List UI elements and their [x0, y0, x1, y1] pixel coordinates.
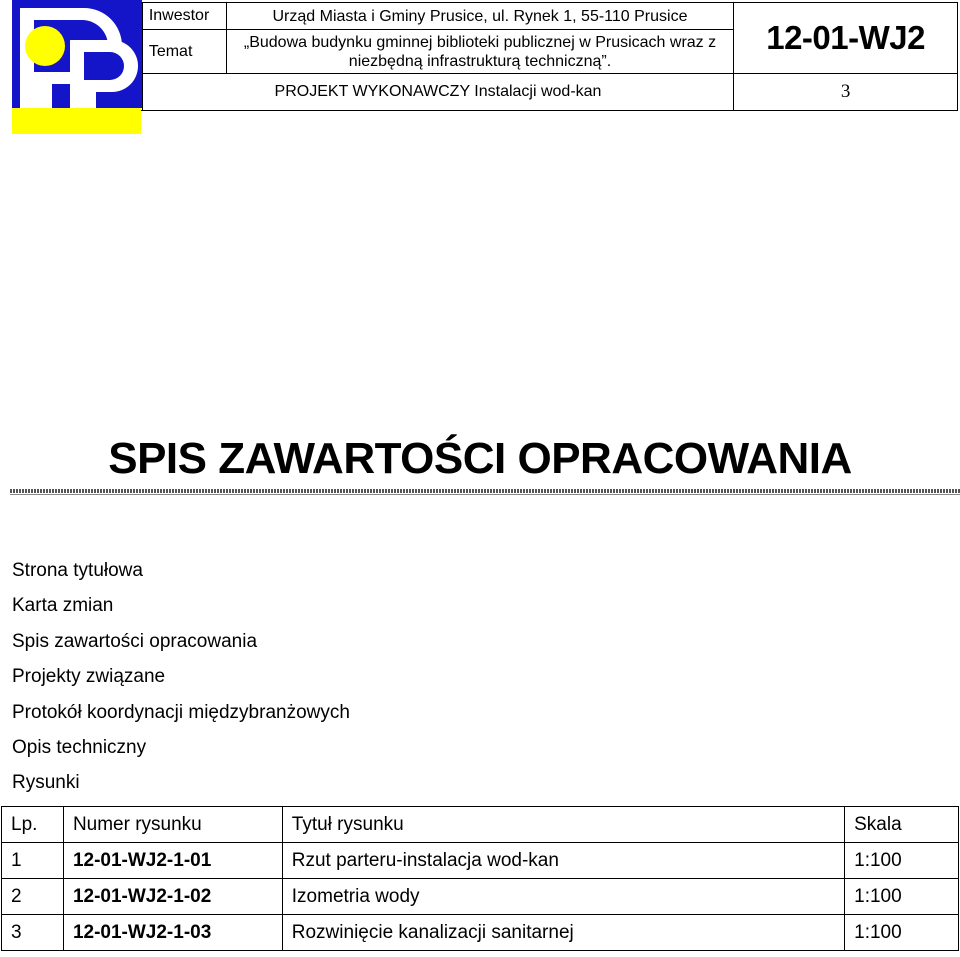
drawing-scale: 1:100 [845, 915, 959, 951]
drawing-title: Rzut parteru-instalacja wod-kan [282, 843, 844, 879]
list-item: Opis techniczny [12, 736, 147, 758]
drawing-number: 12-01-WJ2-1-02 [63, 879, 282, 915]
column-header: Numer rysunku [63, 807, 282, 843]
list-item: Projekty związane [12, 666, 166, 688]
table-row [2, 879, 959, 915]
title-block [12, 2, 958, 111]
list-item: Rysunki [12, 772, 80, 794]
drawing-title: Rozwinięcie kanalizacji sanitarnej [282, 915, 844, 951]
subject-value: „Budowa budynku gminnej biblioteki publicznej w Prusicach wraz z niezbędną infrastrukturą techniczną”. [226, 30, 733, 74]
list-item: Spis zawartości opracowania [12, 630, 258, 652]
title-underline [10, 489, 960, 493]
column-header: Tytuł rysunku [282, 807, 844, 843]
investor-value: Urząd Miasta i Gminy Prusice, ul. Rynek 1, 55-110 Prusice [226, 3, 733, 30]
drawing-scale: 1:100 [845, 879, 959, 915]
subject-label: Temat [142, 30, 226, 74]
drawing-title: Izometria wody [282, 879, 844, 915]
table-row [2, 843, 959, 879]
list-item: Protokół koordynacji międzybranżowych [12, 701, 350, 723]
drawing-scale: 1:100 [845, 843, 959, 879]
row-index: 2 [2, 879, 64, 915]
table-header-row [2, 807, 959, 843]
company-logo-icon [12, 0, 142, 134]
column-header: Lp. [2, 807, 64, 843]
table-row [2, 915, 959, 951]
contents-list [12, 558, 350, 806]
list-item: Karta zmian [12, 595, 114, 617]
title-underline-thin [10, 494, 960, 495]
project-line: PROJEKT WYKONAWCZY Instalacji wod-kan [142, 74, 733, 111]
investor-label: Inwestor [142, 3, 226, 30]
drawing-number: 12-01-WJ2-1-01 [63, 843, 282, 879]
drawing-number: 12-01-WJ2-1-03 [63, 915, 282, 951]
document-code: 12-01-WJ2 [734, 3, 958, 74]
row-index: 3 [2, 915, 64, 951]
row-index: 1 [2, 843, 64, 879]
document-title: SPIS ZAWARTOŚCI OPRACOWANIA [108, 434, 852, 483]
page-number: 3 [734, 74, 958, 111]
list-item: Strona tytułowa [12, 560, 143, 581]
drawings-table [1, 806, 959, 951]
column-header: Skala [845, 807, 959, 843]
